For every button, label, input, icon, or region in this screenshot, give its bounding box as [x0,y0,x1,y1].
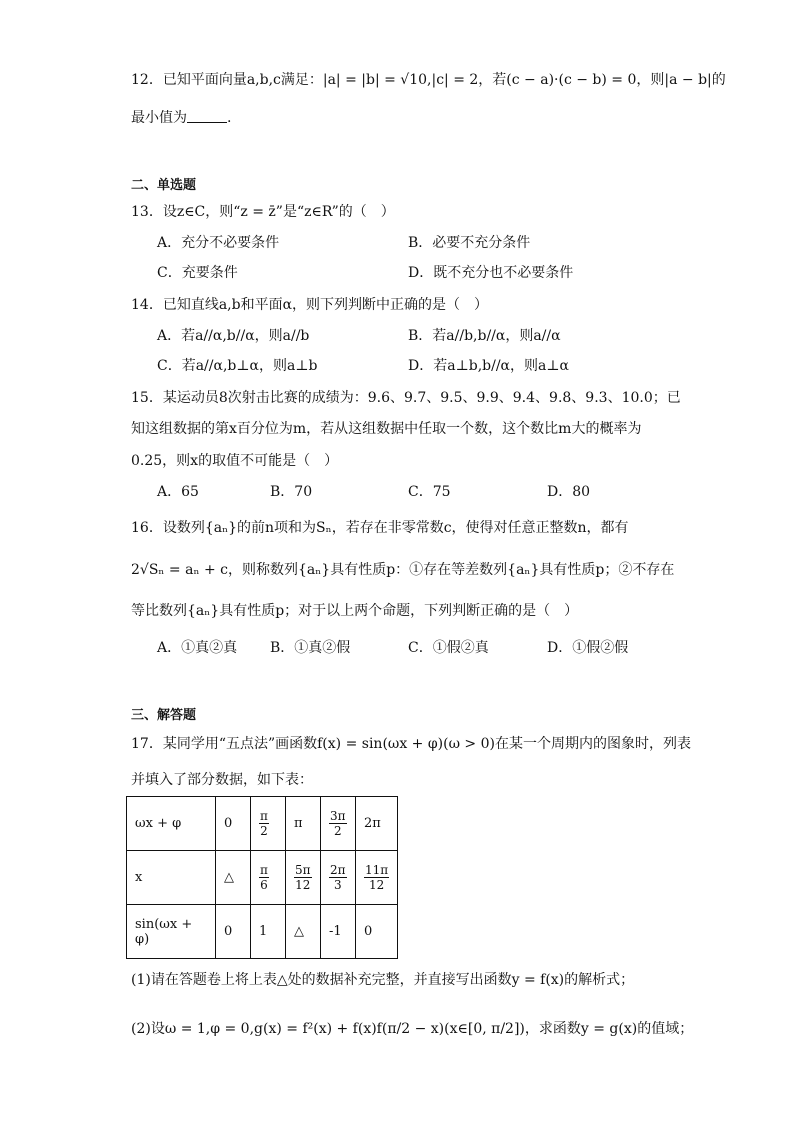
table-cell: 0 [216,797,251,851]
q14-option-b: B．若a//b,b//α，则a//α [408,328,561,344]
table-row [127,905,398,959]
fraction [259,809,269,838]
q16-line3: 等比数列{aₙ}具有性质p；对于以上两个命题，下列判断正确的是（ ） [131,603,579,619]
q13-stem: 13．设z∈C，则“z = z̄”是“z∈R”的（ ） [131,204,395,220]
table-cell [251,851,286,905]
q17-line2: 并填入了部分数据，如下表： [131,772,313,788]
table-cell: 1 [251,905,286,959]
q13-option-d: D．既不充分也不必要条件 [408,265,574,281]
denominator: 12 [295,878,311,892]
q14-option-a: A．若a//α,b//α，则a//b [157,328,310,344]
q16-option-a: A．①真②真 [157,640,238,656]
table-cell: 0 [216,905,251,959]
table-cell: △ [286,905,321,959]
q15-line1: 15．某运动员8次射击比赛的成绩为：9.6、9.7、9.5、9.9、9.4、9.8、9.3、10.0；已 [131,390,681,406]
q12-line2-text: 最小值为 [131,110,187,126]
q13-option-a: A．充分不必要条件 [157,235,280,251]
q16-option-b: B．①真②假 [270,640,351,656]
q15-option-d: D．80 [547,484,591,500]
fraction [364,863,389,892]
table-cell [286,851,321,905]
q12-line2-end: . [227,110,232,126]
q13-option-b: B．必要不充分条件 [408,235,531,251]
q15-option-c: C．75 [408,484,451,500]
q12-line2 [131,108,231,128]
table-cell: -1 [321,905,356,959]
table-cell: 0 [356,905,398,959]
table-cell: sin(ωx + φ) [127,905,216,959]
five-point-table [126,796,398,959]
fraction [329,863,347,892]
table-cell [321,797,356,851]
denominator: 12 [368,878,385,892]
fraction [294,863,312,892]
denominator: 6 [260,878,268,892]
q15-line2: 知这组数据的第x百分位为m，若从这组数据中任取一个数，这个数比m大的概率为 [131,421,642,437]
q16-option-d: D．①假②假 [547,640,629,656]
table-cell: 2π [356,797,398,851]
q14-option-c: C．若a//α,b⊥α，则a⊥b [157,358,318,374]
table-cell [251,797,286,851]
table-row [127,851,398,905]
table-cell: π [286,797,321,851]
q14-option-d: D．若a⊥b,b//α，则a⊥α [408,358,569,374]
q16-line1: 16．设数列{aₙ}的前n项和为Sₙ，若存在非零常数c，使得对任意正整数n，都有 [131,520,629,536]
numerator: π [260,863,268,877]
q14-stem: 14．已知直线a,b和平面α，则下列判断中正确的是（ ） [131,297,489,313]
table-cell: △ [216,851,251,905]
q15-option-a: A．65 [157,484,199,500]
table-row [127,797,398,851]
answer-blank [187,110,227,123]
denominator: 2 [260,824,268,838]
q12-line1: 12．已知平面向量a,b,c满足：|a| = |b| = √10,|c| = 2，若(c − a)·(c − b) = 0，则|a − b|的 [131,72,726,88]
section-title-free-response: 三、解答题 [131,708,197,723]
q17-line1: 17．某同学用“五点法”画函数f(x) = sin(ωx + φ)(ω > 0)在某一个周期内的图象时，列表 [131,736,691,752]
q15-line3: 0.25，则x的取值不可能是（ ） [131,453,339,469]
table-cell [356,851,398,905]
numerator: 3π [330,809,346,823]
table-cell [321,851,356,905]
numerator: 5π [295,863,311,877]
q16-line2: 2√Sₙ = aₙ + c，则称数列{aₙ}具有性质p：①存在等差数列{aₙ}具有性质p；②不存在 [131,562,675,578]
numerator: π [260,809,268,823]
q15-option-b: B．70 [270,484,313,500]
numerator: 11π [365,863,389,877]
fraction [259,863,269,892]
denominator: 3 [333,878,342,892]
table-cell: ωx + φ [127,797,216,851]
section-title-single-choice: 二、单选题 [131,178,197,193]
q16-option-c: C．①假②真 [408,640,489,656]
denominator: 2 [333,824,342,838]
numerator: 2π [330,863,346,877]
table-cell: x [127,851,216,905]
q17-sub2: (2)设ω = 1,φ = 0,g(x) = f²(x) + f(x)f(π/2 − x)(x∈[0, π/2])，求函数y = g(x)的值域； [131,1021,694,1037]
q17-sub1: (1)请在答题卷上将上表△处的数据补充完整，并直接写出函数y = f(x)的解析式； [131,972,635,988]
q13-option-c: C．充要条件 [157,265,238,281]
fraction [329,809,347,838]
